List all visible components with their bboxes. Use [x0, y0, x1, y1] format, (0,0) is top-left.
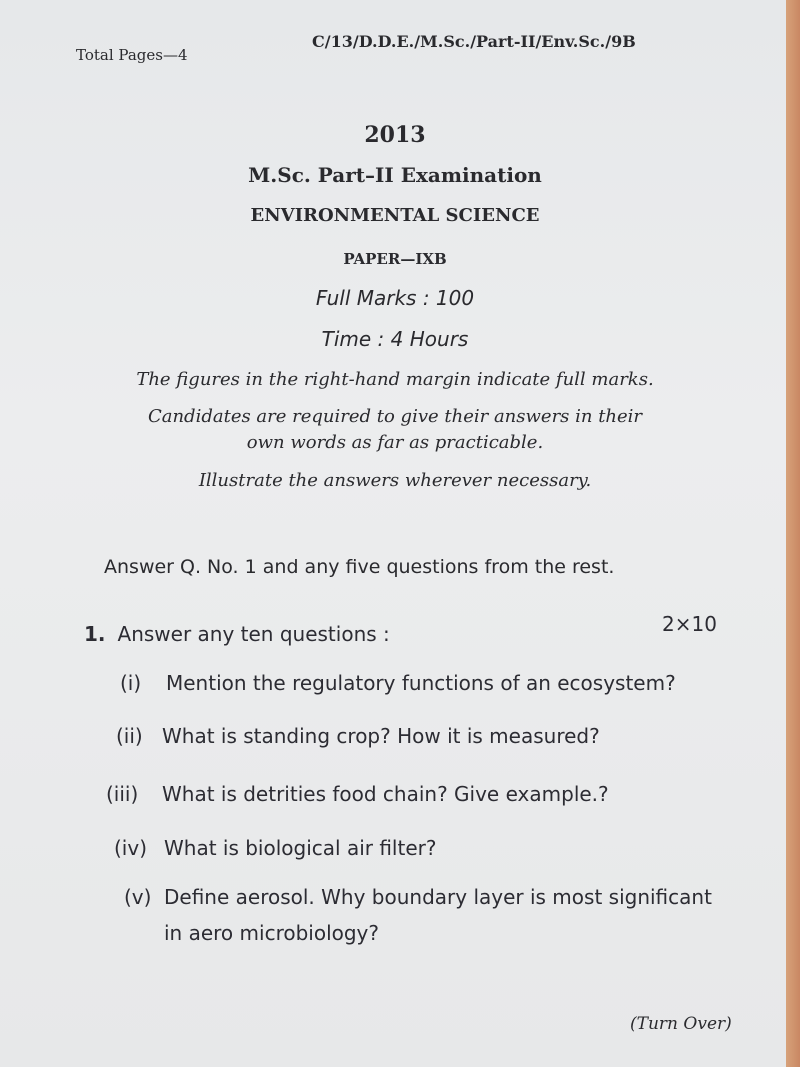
subquestion-continuation: in aero microbiology?: [164, 921, 380, 945]
subquestion-number: (v): [124, 885, 152, 909]
answer-directive: Answer Q. No. 1 and any five questions from the rest.: [104, 556, 615, 578]
subquestion-text: What is detrities food chain? Give example.?: [162, 782, 609, 806]
table-edge: [786, 0, 800, 1067]
total-pages: Total Pages—4: [76, 46, 188, 64]
time-allowed: Time : 4 Hours: [321, 327, 469, 351]
question-1: [84, 622, 390, 646]
exam-year: 2013: [364, 122, 426, 148]
exam-name: M.Sc. Part–II Examination: [248, 163, 542, 187]
instruction-line: Candidates are required to give their answers in their: [147, 406, 643, 427]
subquestion-text: What is standing crop? How it is measured?: [162, 724, 600, 748]
question-text: Answer any ten questions :: [117, 622, 390, 646]
subquestion: [116, 724, 600, 748]
subquestion: [114, 836, 436, 860]
paper-number: PAPER—IXB: [343, 250, 447, 268]
subquestion: [124, 885, 712, 909]
full-marks: Full Marks : 100: [315, 286, 475, 310]
subquestion-text: What is biological air filter?: [164, 836, 437, 860]
question-number: 1.: [84, 622, 106, 646]
subquestion: [120, 671, 676, 695]
paper-code: C/13/D.D.E./M.Sc./Part-II/Env.Sc./9B: [312, 32, 636, 51]
turn-over: (Turn Over): [630, 1014, 732, 1034]
subquestion-number: (i): [120, 671, 142, 695]
instruction-line: Illustrate the answers wherever necessary.: [198, 470, 592, 491]
question-marks: 2×10: [662, 612, 717, 636]
subquestion-number: (iv): [114, 836, 147, 860]
subquestion-text: Define aerosol. Why boundary layer is most significant: [164, 885, 712, 909]
subquestion-number: (iii): [106, 782, 139, 806]
subquestion: [106, 782, 609, 806]
subquestion-text: Mention the regulatory functions of an ecosystem?: [166, 671, 676, 695]
subquestion-number: (ii): [116, 724, 143, 748]
subject-title: ENVIRONMENTAL SCIENCE: [250, 205, 540, 226]
instruction-line: own words as far as practicable.: [246, 432, 544, 453]
instruction-line: The figures in the right-hand margin indicate full marks.: [136, 369, 654, 390]
